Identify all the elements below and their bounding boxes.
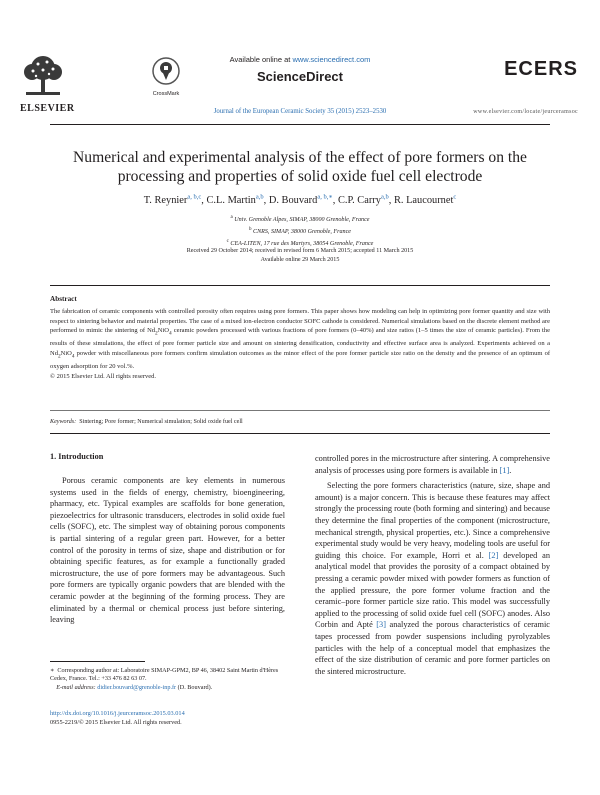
citation-3[interactable]: [3] <box>376 620 386 630</box>
abstract-heading: Abstract <box>50 295 77 303</box>
intro-paragraph-2: Selecting the pore formers characteristics (nature, size, shape and amount) is a major concern. This is because these features may affect strongly the processing route (both forming and sintering) and because they determine the final properties of the component (microstructure, mechanical strength, physical properties, etc.). Since a comprehensive experimental study would be very heavy, modeling tools are useful for guiding this choice. For example, Horri et al. [2] developed an analytical model that provides the porosity of a compact obtained by pressing a ceramic powder mixed with powder formers as function of the applied pressure, the pore former volume fraction and the ceramic–pore former particle size ratio. This model was successfully applied to the processing of solid oxide fuel cell (SOFC) anodes. Also Corbin and Apté [3] analyzed the porous characteristics of ceramic tapes processed from powder suspensions including pyrolyzables particles with the help of a conceptual model that emphasizes the effect of the size distribution of ceramic and pore former particles on the sintered microstructure. <box>315 481 551 676</box>
author-list <box>50 193 550 206</box>
footnote-rule <box>50 661 145 662</box>
abstract-text: The fabrication of ceramic components with controlled porosity often requires using pore formers. This paper shows how modeling can help in optimizing pore former quantity and size with respect to sintering behavior and material properties. The case of a mixed ion-electron conductor SOFC cathode is considered. Numerical simulations based on the discrete element method are performed to mimic the sintering of $Nd_2NiO_4$ ceramic powders processed with various fractions of pore formers (0–40%) and size ratios (1–5 times the size of ceramic particles). From the results of these simulations, the effect of pore former particle size and amount on sintering densification, conductivity and effective surface area is analyzed. Experiments achieved on a $Nd_2NiO_4$ powder with miscellaneous pore formers confirm simulation outcomes as the minor effect of the pore former particle size ratio on the density and the presence of an optimum of oxygen adsorption for 20 vol.%. © 2015 Elsevier Ltd. All rights reserved. <box>50 308 550 380</box>
author-1: T. Reynier$^{a, b,c}$, <box>143 194 207 207</box>
header-rule <box>50 124 550 125</box>
citation-1[interactable]: [1] <box>499 465 510 475</box>
journal-homepage-url[interactable]: www.elsevier.com/locate/jeurceramsoc <box>473 109 578 115</box>
article-dates <box>50 247 550 264</box>
author-2: C.L. Martin$^{a,b}$, <box>206 194 269 207</box>
author-3-affil: a, b,∗ <box>317 194 333 201</box>
section-heading-introduction: 1. Introduction <box>50 452 104 461</box>
doi-link[interactable]: http://dx.doi.org/10.1016/j.jeurceramsoc.2015.03.014 <box>50 710 185 717</box>
sciencedirect-link[interactable]: www.sciencedirect.com <box>292 55 371 64</box>
body-left-column <box>50 475 285 626</box>
intro-paragraph-1-cont: controlled pores in the microstructure after sintering. A comprehensive analysis of processes using pore formers is available in [1]. <box>315 454 550 475</box>
abstract-top-rule <box>50 285 550 286</box>
author-email-link[interactable]: didier.bouvard@grenoble-inp.fr <box>97 683 177 691</box>
author-5-affil: c <box>453 194 457 201</box>
publisher-name: ELSEVIER <box>20 103 75 114</box>
sciencedirect-logo: ScienceDirect <box>257 69 343 84</box>
citation-2[interactable]: [2] <box>488 550 499 560</box>
corresponding-author-footnote: ∗ Corresponding author at: Laboratoire SIMAP-GPM2, BP 46, 38402 Saint Martin d'Hères Cedex, France. Tel.: +33 476 82 63 07. E-mail address: didier.bouvard@grenoble-inp.fr (D. Bouvard). <box>50 667 279 691</box>
available-prefix: Available online at <box>229 55 293 64</box>
author-4-affil: a,b <box>380 194 389 201</box>
affiliation-a: $^a$ Univ. Grenoble Alpes, SIMAP, 38000 Grenoble, France <box>230 215 370 224</box>
keywords-bottom-rule <box>50 433 550 434</box>
received-line: Received 29 October 2014; received in revised form 6 March 2015; accepted 11 March 2015 <box>186 248 414 254</box>
abstract-copyright: © 2015 Elsevier Ltd. All rights reserved. <box>50 372 157 380</box>
issn-line: 0955-2219/© 2015 Elsevier Ltd. All rights reserved. <box>50 718 182 726</box>
keywords-top-rule <box>50 410 550 411</box>
affiliations <box>50 213 550 249</box>
author-3: D. Bouvard$^{a, b,∗}$, <box>268 194 338 207</box>
author-2-affil: a,b <box>255 194 264 201</box>
author-4: C.P. Carry$^{a,b}$, <box>337 194 394 207</box>
ecers-logo: ECERS <box>504 58 578 80</box>
ecers-logo-block[interactable] <box>450 58 578 115</box>
affiliation-b: $^b$ CNRS, SIMAP, 38000 Grenoble, France <box>248 227 352 236</box>
keywords-list: Sintering; Pore former; Numerical simulation; Solid oxide fuel cell <box>79 419 243 425</box>
keywords-label: Keywords: <box>50 419 77 425</box>
intro-paragraph-1: Porous ceramic components are key elements in numerous systems used in the fields of energy, chemistry, bioengineering, pharmacy, etc. Typical examples are scaffolds for bone generation, piezoelectrics for ultrasonic transducers, electrodes in solid oxide fuel cells (SOFC), etc. The simplest way of obtaining porous components is partial sintering of a regular green part. However, for a better control of the porosity in terms of size, shape and distribution or for obtaining specific features, as for example a functionally graded microstructure, the use of pore formers may be advantageous. Such pore formers are typically organic powders that are blended with the ceramic powder at the beginning of the forming process. They are eliminated by a thermal or chemical process just before sintering, leaving <box>50 476 285 625</box>
affiliation-c: $^c$ CEA-LITEN, 17 rue des Martyrs, 38054 Grenoble, France <box>226 239 374 248</box>
body-right-column <box>315 453 550 677</box>
author-5: R. Laucournet$^c$ <box>393 194 457 207</box>
email-label: E-mail address: <box>56 683 96 691</box>
keywords <box>50 419 550 425</box>
crossmark-label: CrossMark <box>152 91 180 97</box>
journal-citation[interactable]: Journal of the European Ceramic Society 35 (2015) 2523–2530 <box>213 108 387 115</box>
doi-block <box>50 710 185 727</box>
available-online-date: Available online 29 March 2015 <box>260 256 340 263</box>
article-title: Numerical and experimental analysis of the effect of pore formers on the processing and properties of solid oxide fuel cell electrode <box>73 149 527 185</box>
author-1-affil: a, b,c <box>187 194 202 201</box>
